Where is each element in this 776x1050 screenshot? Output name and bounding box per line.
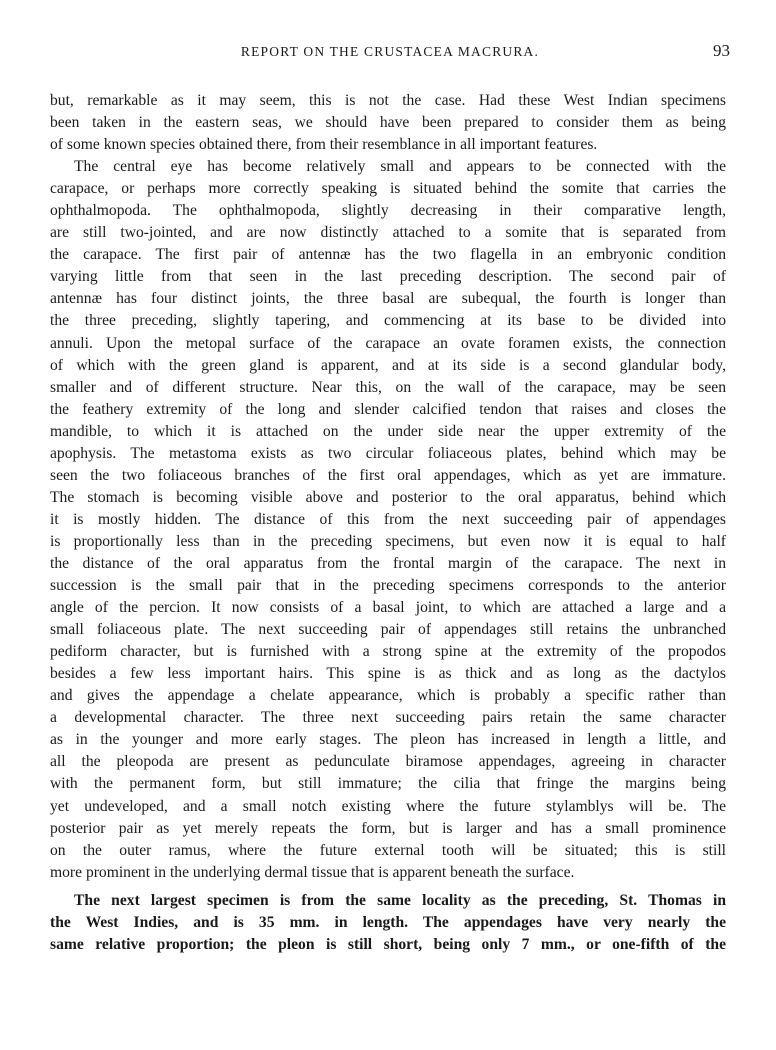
paragraph bbox=[50, 890, 726, 956]
page-header bbox=[50, 41, 730, 68]
text-line: a developmental character. The three next succeeding pairs retain the same character bbox=[50, 709, 726, 727]
text-line: it is mostly hidden. The distance of this from the next succeeding pair of appendages bbox=[50, 510, 726, 528]
text-line: The next largest specimen is from the same locality as the preceding, St. Thomas in bbox=[74, 891, 726, 909]
text-line: is proportionally less than in the preceding specimens, but even now it is equal to half bbox=[50, 532, 726, 550]
text-line: antennæ has four distinct joints, the three basal are subequal, the fourth is longer than bbox=[50, 290, 726, 308]
text-line: pediform character, but is furnished with a strong spine at the extremity of the propodos bbox=[50, 643, 726, 661]
text-line: with the permanent form, but still immature; the cilia that fringe the margins being bbox=[50, 775, 726, 793]
text-line: ophthalmopoda. The ophthalmopoda, slightly decreasing in their comparative length, bbox=[50, 202, 726, 220]
text-line: small foliaceous plate. The next succeeding pair of appendages still retains the unbranched bbox=[50, 621, 726, 639]
text-line: the feathery extremity of the long and slender calcified tendon that raises and closes the bbox=[50, 400, 726, 418]
page-number: 93 bbox=[713, 41, 730, 60]
text-line: of some known species obtained there, from their resemblance in all important features. bbox=[50, 136, 598, 154]
paragraph bbox=[50, 90, 726, 156]
text-line: of which with the green gland is apparent, and at its side is a second glandular body, bbox=[50, 356, 726, 374]
text-line: but, remarkable as it may seem, this is not the case. Had these West Indian specimens bbox=[50, 92, 726, 109]
text-line: angle of the percion. It now consists of a basal joint, to which are attached a large and a bbox=[50, 599, 726, 617]
text-line: The central eye has become relatively small and appears to be connected with the bbox=[74, 158, 726, 176]
text-line: the West Indies, and is 35 mm. in length. The appendages have very nearly the bbox=[50, 913, 726, 931]
text-line: on the outer ramus, where the future external tooth will be situated; this is still bbox=[50, 841, 726, 859]
running-title: REPORT ON THE CRUSTACEA MACRURA. bbox=[240, 44, 540, 59]
text-line: are still two-jointed, and are now distinctly attached to a somite that is separated from bbox=[50, 224, 726, 242]
text-line: succession is the small pair that in the preceding specimens corresponds to the anterior bbox=[50, 577, 726, 595]
text-line: the distance of the oral apparatus from the frontal margin of the carapace. The next in bbox=[50, 554, 726, 572]
text-line: carapace, or perhaps more correctly speaking is situated behind the somite that carries the bbox=[50, 180, 726, 198]
text-line: as in the younger and more early stages. The pleon has increased in length a little, and bbox=[50, 731, 726, 749]
text-line: yet undeveloped, and a small notch existing where the future stylamblys will be. The bbox=[50, 797, 726, 815]
text-line: seen the two foliaceous branches of the first oral appendages, which as yet are immature. bbox=[50, 466, 726, 484]
text-line: same relative proportion; the pleon is still short, being only 7 mm., or one-fifth of the bbox=[50, 935, 726, 953]
paragraph bbox=[50, 156, 726, 884]
text-line: posterior pair as yet merely repeats the form, but is larger and has a small prominence bbox=[50, 819, 726, 837]
text-line: besides a few less important hairs. This spine is as thick and as long as the dactylos bbox=[50, 665, 726, 683]
text-line: more prominent in the underlying dermal tissue that is apparent beneath the surface. bbox=[50, 863, 575, 881]
text-line: apophysis. The metastoma exists as two circular foliaceous plates, behind which may be bbox=[50, 444, 726, 462]
text-line: annuli. Upon the metopal surface of the carapace an ovate foramen exists, the connection bbox=[50, 334, 726, 352]
text-line: been taken in the eastern seas, we should have been prepared to consider them as being bbox=[50, 114, 726, 132]
text-line: mandible, to which it is attached on the under side near the upper extremity of the bbox=[50, 422, 726, 440]
text-line: all the pleopoda are present as pedunculate biramose appendages, agreeing in character bbox=[50, 753, 726, 771]
text-line: varying little from that seen in the last preceding description. The second pair of bbox=[50, 268, 726, 286]
text-line: The stomach is becoming visible above and posterior to the oral apparatus, behind which bbox=[50, 488, 726, 506]
text-line: the carapace. The first pair of antennæ has the two flagella in an embryonic condition bbox=[50, 246, 726, 264]
text-line: smaller and of different structure. Near this, on the wall of the carapace, may be seen bbox=[50, 378, 726, 396]
body-text bbox=[50, 90, 726, 956]
text-line: the three preceding, slightly tapering, and commencing at its base to be divided into bbox=[50, 312, 726, 330]
text-line: and gives the appendage a chelate appearance, which is probably a specific rather than bbox=[50, 687, 726, 705]
